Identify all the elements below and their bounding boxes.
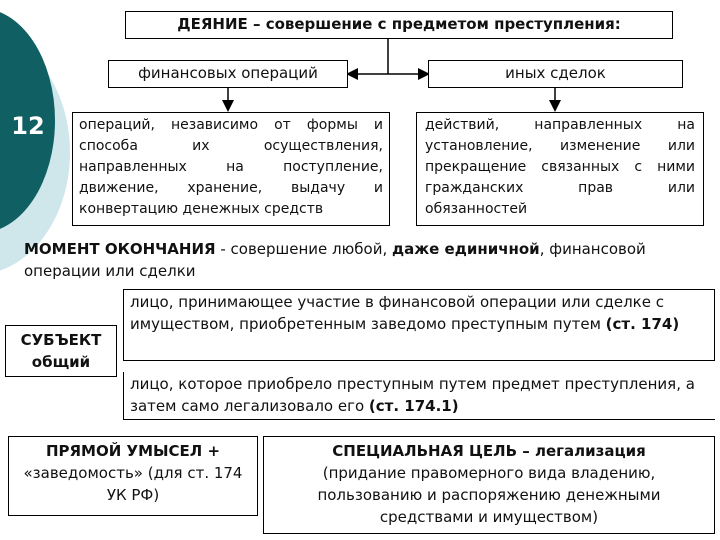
completion-moment xyxy=(24,238,704,282)
intent-text: «заведомость» (для ст. 174 УК РФ) xyxy=(23,464,243,504)
intent-label: ПРЯМОЙ УМЫСЕЛ + xyxy=(45,442,221,460)
financial-operations-box: финансовых операций xyxy=(108,60,348,88)
subject-label: СУБЪЕКТ xyxy=(20,331,102,349)
special-goal-text: (придание правомерного вида владению, пользованию и распоряжению денежными средствами и имуществом) xyxy=(317,464,661,526)
subject-variant-174-1 xyxy=(123,372,715,420)
subject-variant-174-1-ref: (ст. 174.1) xyxy=(368,397,459,415)
other-deals-box: иных сделок xyxy=(428,60,683,88)
act-header-box: ДЕЯНИЕ – совершение с предметом преступления: xyxy=(125,11,673,39)
slide-number: 12 xyxy=(11,112,45,140)
subject-box xyxy=(5,325,117,377)
subject-type: общий xyxy=(31,353,91,371)
subject-variant-174-text: лицо, принимающее участие в финансовой операции или сделке с имуществом, приобретенным заведомо преступным путем xyxy=(130,293,664,333)
financial-description: операций, независимо от формы и способа их осуществления, направленных на поступление, движение, хранение, выдачу и конвертацию денежных средств xyxy=(72,112,390,226)
completion-moment-text-1: - совершение любой, xyxy=(215,240,392,258)
special-goal-label: СПЕЦИАЛЬНАЯ ЦЕЛЬ xyxy=(332,442,518,460)
subject-variant-174 xyxy=(123,289,715,361)
completion-moment-emphasis: даже единичной xyxy=(391,240,540,258)
special-goal-label-rest: – легализация xyxy=(517,442,646,460)
completion-moment-text-2: , финансовой операции или сделки xyxy=(24,240,646,280)
other-description: действий, направленных на установление, изменение или прекращение связанных с ними гражданских прав или обязанностей xyxy=(416,112,704,226)
subject-variant-174-ref: (ст. 174) xyxy=(605,315,680,333)
subject-variant-174-1-text: лицо, которое приобрело преступным путем предмет преступления, а затем само легализовало его xyxy=(130,375,695,415)
intent-box xyxy=(8,436,258,516)
special-goal-box xyxy=(263,436,715,534)
completion-moment-label: МОМЕНТ ОКОНЧАНИЯ xyxy=(24,240,216,258)
